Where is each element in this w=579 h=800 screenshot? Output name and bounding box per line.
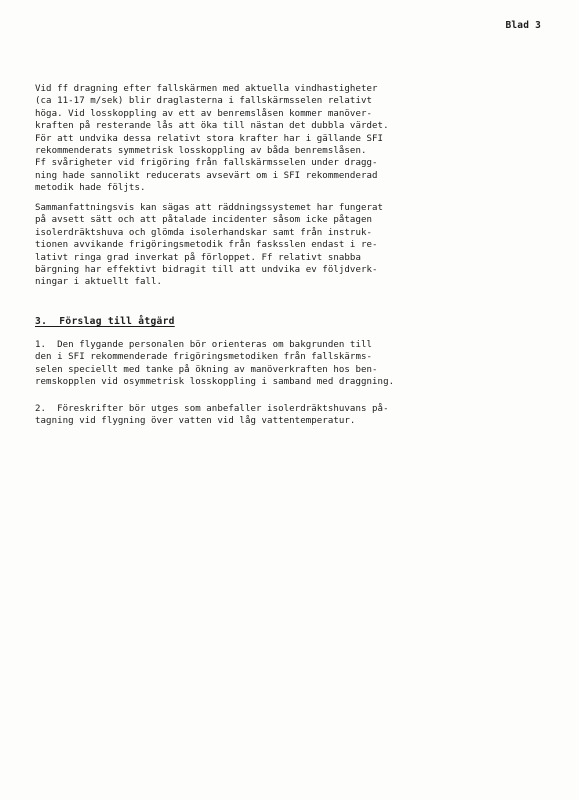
text-line: tionen avvikande frigöringsmetodik från fasksslen endast i re- xyxy=(35,240,378,251)
text-line: den i SFI rekommenderade frigöringsmetodiken från fallskärms- xyxy=(35,352,373,363)
text-line: Ff svårigheter vid frigöring från fallskärmsselen under dragg- xyxy=(35,158,378,169)
text-line: metodik hade följts. xyxy=(35,183,146,194)
paragraph-drag-forces xyxy=(35,83,545,195)
proposal-item-1 xyxy=(35,339,545,389)
text-line: remskopplen vid osymmetrisk losskoppling i samband med draggning. xyxy=(35,377,395,388)
text-line: 1. Den flygande personalen bör orienteras om bakgrunden till xyxy=(35,340,373,350)
proposal-item-2 xyxy=(35,403,545,428)
text-line: (ca 11-17 m/sek) blir draglasterna i fallskärmsselen relativt xyxy=(35,96,373,107)
section-heading: 3. Förslag till åtgärd xyxy=(35,316,175,327)
text-line: ningar i aktuellt fall. xyxy=(35,277,163,288)
text-line: selen speciellt med tanke på ökning av manöverkraften hos ben- xyxy=(35,364,378,375)
paragraph-summary xyxy=(35,202,545,289)
text-line: lativt ringa grad inverkat på förloppet. Ff relativt snabba xyxy=(35,252,361,263)
text-line: 2. Föreskrifter bör utges som anbefaller isolerdräktshuvans på- xyxy=(35,404,389,414)
text-line: rekommenderats symmetrisk losskoppling av båda benremslåsen. xyxy=(35,145,367,156)
text-line: tagning vid flygning över vatten vid låg vattentemperatur. xyxy=(35,416,356,427)
text-line: kraften på resterande lås att öka till nästan det dubbla värdet. xyxy=(35,121,389,132)
text-line: höga. Vid losskoppling av ett av benremslåsen kommer manöver- xyxy=(35,108,373,119)
text-line: Sammanfattningsvis kan sägas att räddningssystemet har fungerat xyxy=(35,203,384,213)
text-line: på avsett sätt och att påtalade incidenter såsom icke påtagen xyxy=(35,215,373,226)
text-line: bärgning har effektivt bidragit till att undvika ev följdverk- xyxy=(35,264,378,275)
text-line: För att undvika dessa relativt stora krafter har i gällande SFI xyxy=(35,133,384,144)
page-number: Blad 3 xyxy=(505,20,541,31)
text-line: ning hade sannolikt reducerats avsevärt om i SFI rekommenderad xyxy=(35,170,378,181)
text-line: isolerdräktshuva och glömda isolerhandskar samt från instruk- xyxy=(35,227,373,238)
text-line: Vid ff dragning efter fallskärmen med aktuella vindhastigheter xyxy=(35,84,378,94)
